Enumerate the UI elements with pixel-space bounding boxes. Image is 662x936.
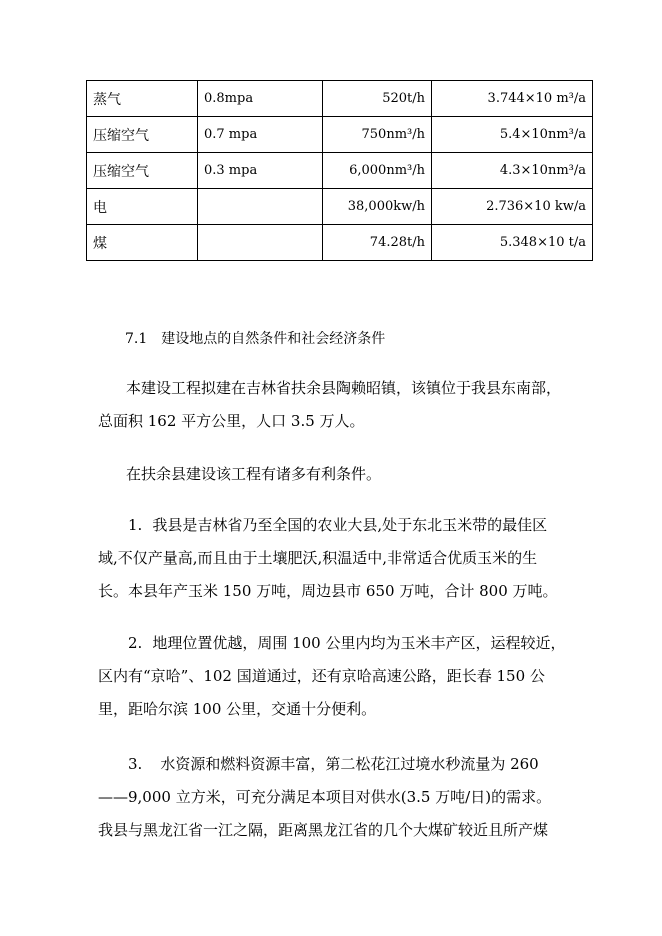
list-item-number: 3. [128, 755, 143, 773]
list-item-number: 2. [128, 634, 143, 652]
resource-name-cell: 压缩空气 [87, 117, 198, 153]
hourly-rate-cell: 6,000nm³/h [323, 153, 432, 189]
pressure-cell [198, 189, 323, 225]
resource-name-cell: 煤 [87, 225, 198, 261]
annual-amount-cell: 4.3×10nm³/a [432, 153, 593, 189]
table-row [87, 81, 593, 117]
list-item-text: 水资源和燃料资源丰富，第二松花江过境水秒流量为 260——9,000 立方米，可充分满足本项目对供水(3.5 万吨/日)的需求。我县与黑龙江省一江之隔，距离黑龙江省的几个大煤矿较近且所产煤 [98, 755, 552, 839]
intro-paragraph: 本建设工程拟建在吉林省扶余县陶赖昭镇，该镇位于我县东南部，总面积 162 平方公里，人口 3.5 万人。 [98, 379, 562, 430]
table-row [87, 117, 593, 153]
section-number: 7.1 [125, 331, 148, 347]
utility-consumption-table [86, 80, 593, 261]
section-title: 建设地点的自然条件和社会经济条件 [161, 331, 386, 347]
resource-name-cell: 压缩空气 [87, 153, 198, 189]
table-row [87, 153, 593, 189]
conditions-paragraph: 在扶余县建设该工程有诸多有利条件。 [126, 465, 382, 483]
hourly-rate-cell: 520t/h [323, 81, 432, 117]
table-row [87, 225, 593, 261]
resource-name-cell: 蒸气 [87, 81, 198, 117]
pressure-cell: 0.7 mpa [198, 117, 323, 153]
list-item [98, 627, 566, 726]
section-heading [125, 328, 385, 348]
list-item [98, 748, 566, 847]
resource-name-cell: 电 [87, 189, 198, 225]
hourly-rate-cell: 38,000kw/h [323, 189, 432, 225]
annual-amount-cell: 2.736×10 kw/a [432, 189, 593, 225]
list-item-number: 1. [128, 516, 143, 534]
list-item-text: 地理位置优越，周围 100 公里内均为玉米丰产区，运程较近，区内有“京哈”、102 国道通过，还有京哈高速公路，距长春 150 公里，距哈尔滨 100 公里，交通十分便利。 [98, 634, 566, 718]
hourly-rate-cell: 750nm³/h [323, 117, 432, 153]
pressure-cell: 0.8mpa [198, 81, 323, 117]
annual-amount-cell: 5.348×10 t/a [432, 225, 593, 261]
annual-amount-cell: 3.744×10 m³/a [432, 81, 593, 117]
annual-amount-cell: 5.4×10nm³/a [432, 117, 593, 153]
hourly-rate-cell: 74.28t/h [323, 225, 432, 261]
list-item-text: 我县是吉林省乃至全国的农业大县,处于东北玉米带的最佳区域,不仅产量高,而且由于土壤肥沃,积温适中,非常适合优质玉米的生长。本县年产玉米 150 万吨，周边县市 650 万吨，合计 800 万吨。 [98, 516, 558, 600]
pressure-cell: 0.3 mpa [198, 153, 323, 189]
list-item [98, 509, 566, 608]
table-row [87, 189, 593, 225]
pressure-cell [198, 225, 323, 261]
